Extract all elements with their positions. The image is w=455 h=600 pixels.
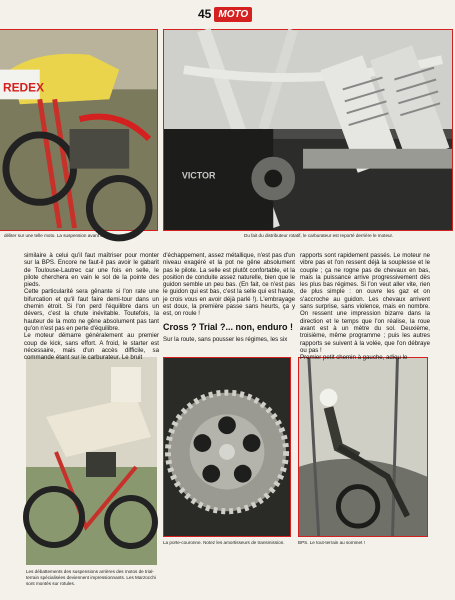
article-column-1 (24, 252, 159, 362)
tank-logo-text: REDEX (2, 80, 45, 95)
paragraph: Premier petit chemin à gauche, adieu le (300, 354, 408, 362)
caption-photo-3: Les débattements des suspensions arrières des motos de trial-terrain spécialisées deviennent impressionnants. Les Marzocchi sont montés sur rotules. (26, 569, 156, 586)
photo-rear-suspension (26, 357, 157, 565)
paragraph: rapports sont rapidement passés. Le moteur ne vibre pas et l'on ressent déjà la souplesse et le couple ; ça ne rogne pas de chevaux en bas, mais la puissance arrive progressivement dès les plus bas régimes. Si l'on veut aller vite, rien de plus simple : on ouvre les gaz et on s'accroche au guidon. Les chevaux arrivent sans surprise, sans violence, mais en nombre. On ressent une impression bizarre dans la direction et le temps que l'on réalise, la roue avant est à un mètre du sol. Deuxième, troisième, même programme ; puis les autres rapports se suivent à la volée, que l'on débraye ou pas ! (300, 252, 430, 354)
article-column-3 (300, 252, 430, 362)
article-column-2 (163, 252, 295, 334)
photo-motorcycle-front (0, 29, 158, 231)
paragraph: Cette particularité sera gênante si l'on rate une bifurcation et qu'il faut faire demi-tour dans un chemin étroit. Si l'on perd l'équilibre dans un dévers, c'est la chute inévitable. Toutefois, la hauteur de la moto ne gêne absolument pas tant qu'on n'est pas en perte d'équilibre. (24, 288, 159, 332)
photo-engine-closeup (163, 29, 453, 231)
magazine-logo: MOTO (214, 7, 252, 22)
photo-rider-forest (298, 357, 428, 537)
caption-photo-1: déliter sur une telle moto. La suspension avant est un peu sèche. (4, 233, 137, 238)
paragraph: Le moteur démarre généralement au premier coup de kick, sans effort. A froid, le starter est nécessaire, mais d'un accès difficile, sa commande étant sur le carburateur. Le bruit (24, 332, 159, 362)
engine-brand-text: VICTOR (181, 170, 216, 181)
photo-sprocket (163, 357, 291, 537)
paragraph: similaire à celui qu'il faut maîtriser pour monter sur la BPS. Encore ne faut-il pas avoir le gabarit de Toulouse-Lautrec car une fois en selle, le pilote cherchera en vain le sol de la pointe des pieds. (24, 252, 159, 289)
caption-photo-2: Du fait du distributeur rotatif, le carburateur est reporté derrière le moteur. (244, 233, 394, 238)
subheading: Cross ? Trial ?... non, enduro ! (163, 321, 294, 332)
paragraph: d'échappement, assez métallique, n'est pas d'un niveau exagéré et la pot ne gêne absolument pas le pilote. La selle est plutôt confortable, et la position de conduite assez naturelle, bien que le guidon semble un peu bas. (En fait, ce n'est pas le guidon qui est bas, c'est la selle qui est haute, je crois vous en avoir déjà parlé !). L'embrayage est doux, la première passe sans heurts, ça y est, on roule ! (163, 252, 295, 318)
caption-photo-5: BPS. Le tout-terrain au sommet ! (298, 540, 365, 545)
caption-photo-4: La porte-couronne. Notez les amortisseurs de transmission. (163, 540, 285, 545)
article-column-2-tail: Sur la route, sans pousser les régimes, les six (163, 336, 288, 343)
page-number: 45 (198, 7, 212, 21)
page-header (198, 4, 252, 24)
